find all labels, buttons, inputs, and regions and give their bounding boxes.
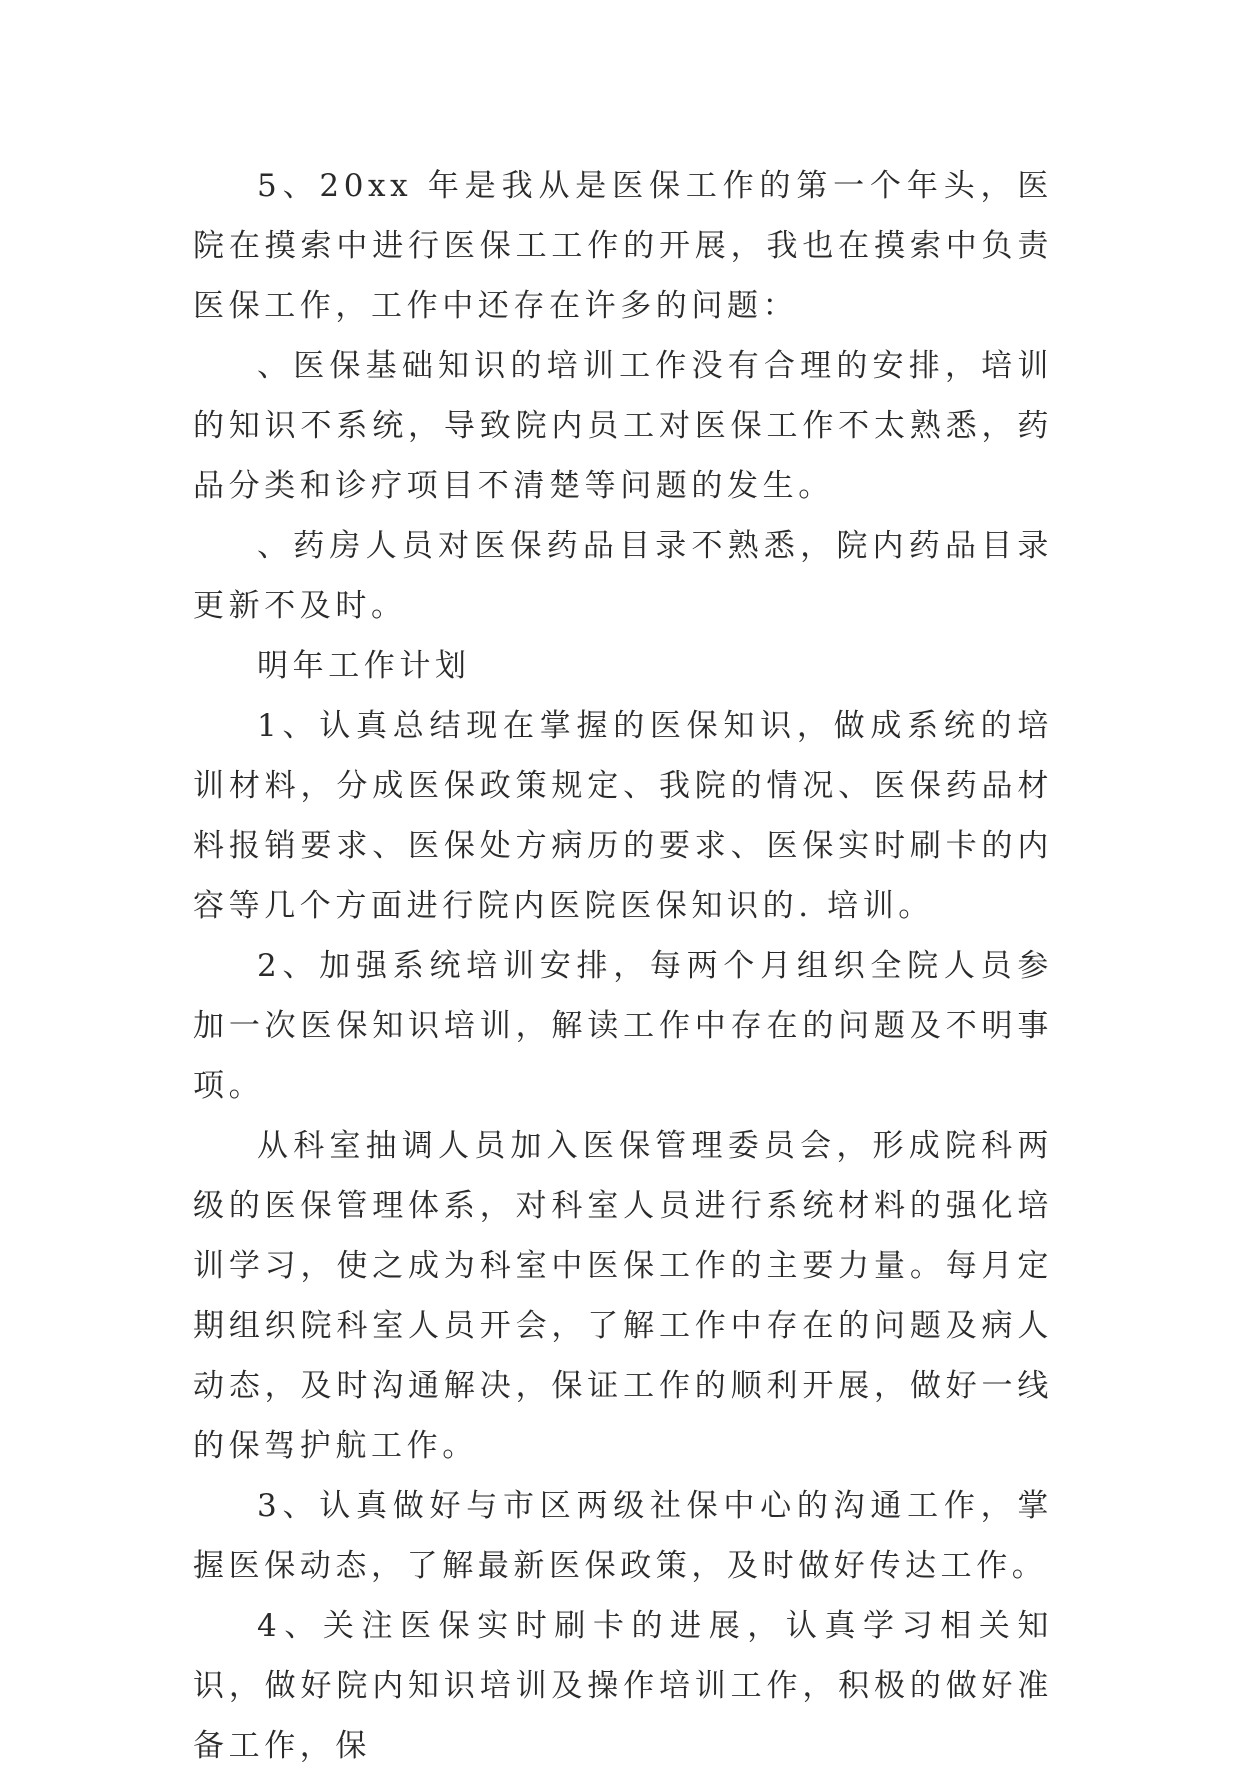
paragraph-6: 从科室抽调人员加入医保管理委员会，形成院科两级的医保管理体系，对科室人员进行系统材料的强化培训学习，使之成为科室中医保工作的主要力量。每月定期组织院科室人员开会，了解工作中存在的问题及病人动态，及时沟通解决，保证工作的顺利开展，做好一线的保驾护航工作。 bbox=[193, 1128, 1053, 1464]
paragraph-3: 、药房人员对医保药品目录不熟悉，院内药品目录更新不及时。 bbox=[193, 528, 1053, 624]
paragraph-7: 3、认真做好与市区两级社保中心的沟通工作，掌握医保动态，了解最新医保政策，及时做好传达工作。 bbox=[193, 1488, 1053, 1584]
document-body bbox=[193, 156, 1053, 1776]
paragraph-4: 1、认真总结现在掌握的医保知识，做成系统的培训材料，分成医保政策规定、我院的情况、医保药品材料报销要求、医保处方病历的要求、医保实时刷卡的内容等几个方面进行院内医院医保知识的. 培训。 bbox=[193, 708, 1053, 924]
section-heading: 明年工作计划 bbox=[257, 648, 471, 684]
paragraph-5: 2、加强系统培训安排，每两个月组织全院人员参加一次医保知识培训，解读工作中存在的问题及不明事项。 bbox=[193, 948, 1053, 1104]
paragraph-2: 、医保基础知识的培训工作没有合理的安排，培训的知识不系统，导致院内员工对医保工作不太熟悉，药品分类和诊疗项目不清楚等问题的发生。 bbox=[193, 348, 1053, 504]
paragraph-8: 4、关注医保实时刷卡的进展，认真学习相关知识，做好院内知识培训及操作培训工作，积极的做好准备工作，保 bbox=[193, 1608, 1053, 1764]
paragraph-1: 5、20xx 年是我从是医保工作的第一个年头，医院在摸索中进行医保工工作的开展，我也在摸索中负责医保工作，工作中还存在许多的问题： bbox=[193, 168, 1053, 324]
